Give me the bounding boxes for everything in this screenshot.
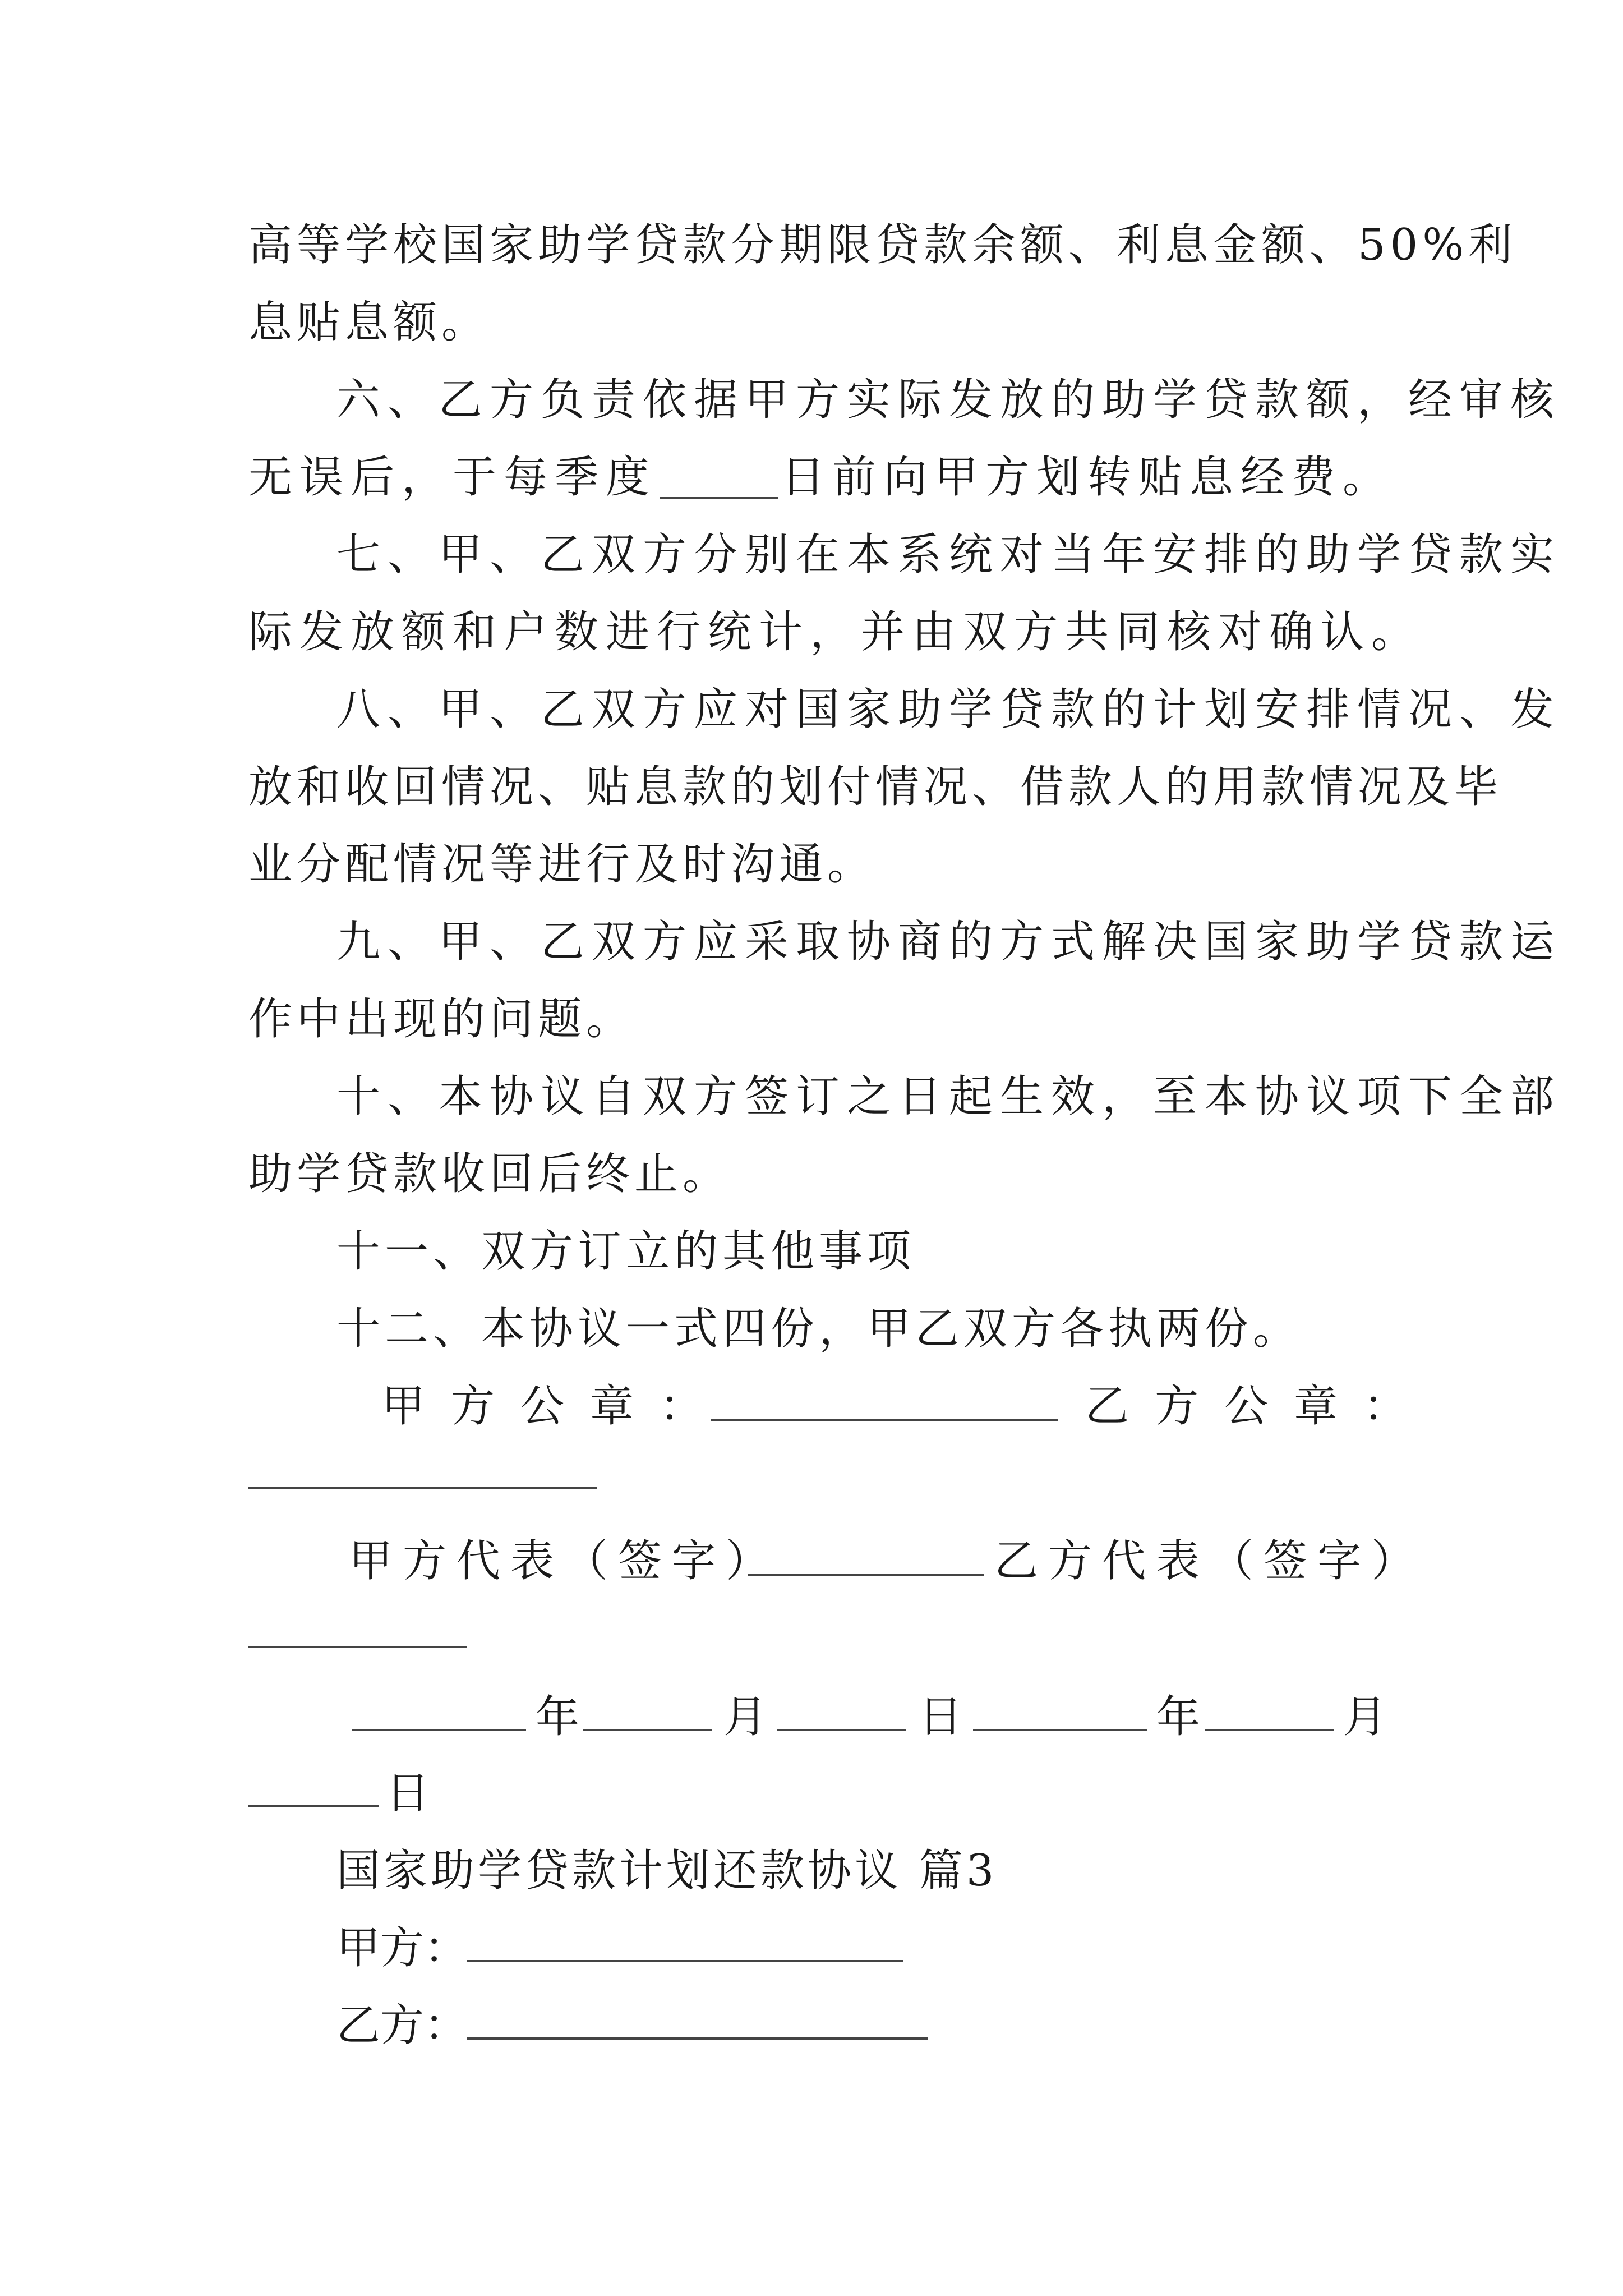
party-a-seal-blank[interactable] bbox=[711, 1419, 1058, 1421]
party-a-seal-label: 甲方公章： bbox=[381, 1381, 730, 1432]
text-segment: 无误后，于每季度 bbox=[248, 452, 657, 503]
paragraph-8-line-2: 放和收回情况、贴息款的划付情况、借款人的用款情况及毕 bbox=[248, 762, 1503, 812]
paragraph-12: 十二、本协议一式四份，甲乙双方各执两份。 bbox=[336, 1304, 1302, 1354]
year-label: 年 bbox=[536, 1692, 580, 1742]
party-a-day-blank[interactable] bbox=[777, 1729, 906, 1731]
party-b-day-blank[interactable] bbox=[248, 1805, 379, 1807]
paragraph-10-line-1: 十、本协议自双方签订之日起生效，至本协议项下全部 bbox=[336, 1071, 1562, 1122]
paragraph-10-line-2: 助学贷款收回后终止。 bbox=[248, 1149, 731, 1199]
party-a-label: 甲方： bbox=[336, 1923, 468, 1973]
party-b-rep-label: 乙方代表（签字） bbox=[994, 1536, 1426, 1586]
paragraph-6-line-1: 六、乙方负责依据甲方实际发放的助学贷款额，经审核 bbox=[336, 375, 1562, 425]
paragraph-7-line-2: 际发放额和户数进行统计，并由双方共同核对确认。 bbox=[248, 607, 1423, 657]
day-label: 日 bbox=[919, 1692, 963, 1742]
party-b-year-blank[interactable] bbox=[973, 1729, 1147, 1731]
party-b-seal-blank[interactable] bbox=[248, 1487, 597, 1489]
month-label: 月 bbox=[1343, 1692, 1387, 1742]
party-a-rep-label: 甲方代表（签字） bbox=[349, 1536, 780, 1586]
party-a-year-blank[interactable] bbox=[352, 1729, 526, 1731]
paragraph-line bbox=[248, 220, 1517, 270]
party-a-name-blank[interactable] bbox=[467, 1960, 903, 1962]
party-b-month-blank[interactable] bbox=[1205, 1729, 1334, 1731]
party-a-month-blank[interactable] bbox=[583, 1729, 712, 1731]
party-b-seal-label: 乙方公章： bbox=[1085, 1381, 1433, 1432]
section-title: 国家助学贷款计划还款协议 篇3 bbox=[336, 1846, 998, 1896]
paragraph-9-line-2: 作中出现的问题。 bbox=[248, 994, 635, 1045]
paragraph-11: 十一、双方订立的其他事项 bbox=[336, 1226, 916, 1277]
year-label: 年 bbox=[1156, 1692, 1201, 1742]
paragraph-7-line-1: 七、甲、乙双方分别在本系统对当年安排的助学贷款实 bbox=[336, 530, 1562, 580]
paragraph-6-line-2 bbox=[248, 452, 1394, 503]
paragraph-line: 息贴息额。 bbox=[248, 297, 490, 348]
text-segment: 日前向甲方划转贴息经费。 bbox=[781, 452, 1394, 503]
party-b-rep-blank[interactable] bbox=[248, 1646, 467, 1648]
quarter-day-blank[interactable] bbox=[660, 496, 778, 499]
party-b-name-blank[interactable] bbox=[467, 2037, 928, 2040]
day-label: 日 bbox=[386, 1768, 430, 1819]
month-label: 月 bbox=[723, 1692, 768, 1742]
party-b-label: 乙方： bbox=[336, 2000, 468, 2051]
paragraph-8-line-3: 业分配情况等进行及时沟通。 bbox=[248, 839, 876, 890]
paragraph-9-line-1: 九、甲、乙双方应采取协商的方式解决国家助学贷款运 bbox=[336, 917, 1562, 967]
party-a-rep-blank[interactable] bbox=[748, 1574, 984, 1576]
text-line: 高等学校国家助学贷款分期限贷款余额、利息金额、50%利 bbox=[248, 220, 1517, 270]
paragraph-8-line-1: 八、甲、乙双方应对国家助学贷款的计划安排情况、发 bbox=[336, 684, 1562, 735]
